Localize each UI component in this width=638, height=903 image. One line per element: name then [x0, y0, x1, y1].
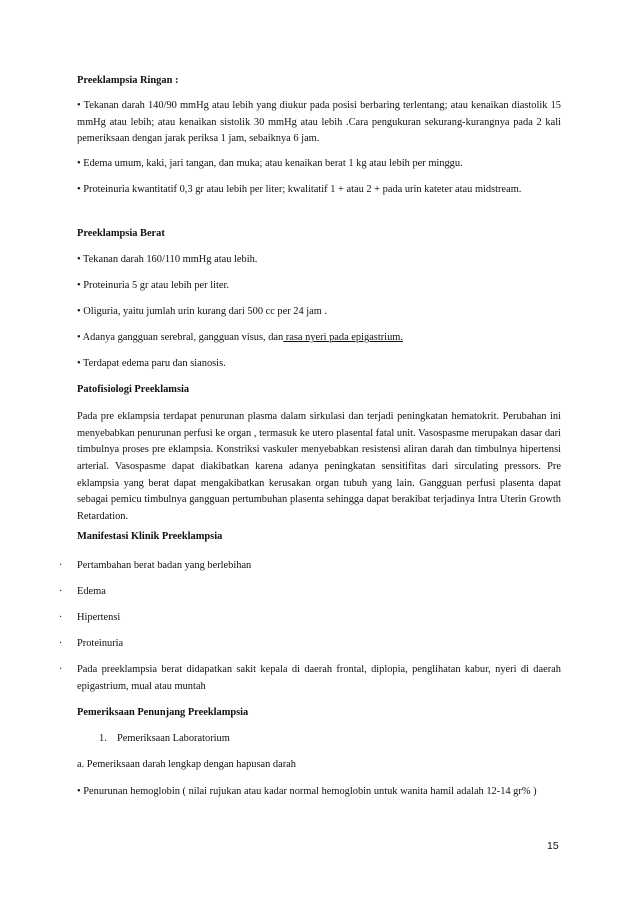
list-item-text: • Adanya gangguan serebral, gangguan visus, dan [77, 332, 284, 343]
list-item: Proteinuria [77, 638, 124, 649]
heading-preeklampsia-berat: Preeklampsia Berat [77, 228, 165, 239]
list-item: • Penurunan hemoglobin ( nilai rujukan atau kadar normal hemoglobin untuk wanita hamil adalah 12-14 gr% ) [77, 786, 537, 797]
list-item: • Proteinuria 5 gr atau lebih per liter. [77, 280, 229, 291]
numbered-item-text: Pemeriksaan Laboratorium [117, 733, 230, 744]
paragraph-patofisiologi: Pada pre eklampsia terdapat penurunan plasma dalam sirkulasi dan terjadi peningkatan hematokrit. Perubahan ini menyebabkan penurunan perfusi ke organ , termasuk ke utero plasental fatal unit. Vasospasme merupakan dasar dari timbulnya proses pre eklampsia. Konstriksi vaskuler menyebabkan resistensi aliran darah dan timbulnya hipertensi arterial. Vasospasme dapat diakibatkan karena adanya peningkatan sensitifitas dari sirculating pressors. Pre eklampsia yang berat dapat mengakibatkan kerusakan organ tubuh yang lain. Gangguan perfusi plasenta dapat sebagai pemicu timbulnya gangguan pertumbuhan plasenta sehingga dapat berakibat terjadinya Intra Uterin Growth Retardation. [77, 411, 561, 522]
heading-manifestasi-klinik: Manifestasi Klinik Preeklampsia [77, 531, 223, 542]
list-item: Hipertensi [77, 612, 121, 623]
list-item: • Tekanan darah 160/110 mmHg atau lebih. [77, 254, 258, 265]
list-item: Pada preeklampsia berat didapatkan sakit kepala di daerah frontal, diplopia, penglihatan kabur, nyeri di daerah epigastrium, mual atau muntah [77, 664, 561, 692]
list-item: Edema [77, 586, 106, 597]
bullet-marker: · [59, 586, 63, 597]
list-item: • Terdapat edema paru dan sianosis. [77, 358, 226, 369]
bullet-marker: · [59, 638, 63, 649]
numbered-marker: 1. [99, 733, 107, 744]
bullet-marker: · [59, 612, 63, 623]
bullet-marker: · [59, 664, 63, 675]
heading-pemeriksaan-penunjang: Pemeriksaan Penunjang Preeklampsia [77, 707, 249, 718]
list-item [77, 330, 561, 347]
sub-item: a. Pemeriksaan darah lengkap dengan hapusan darah [77, 759, 296, 770]
list-item: • Oliguria, yaitu jumlah urin kurang dari 500 cc per 24 jam . [77, 306, 328, 317]
underlined-text: rasa nyeri pada epigastrium. [283, 332, 403, 343]
list-item: • Tekanan darah 140/90 mmHg atau lebih yang diukur pada posisi berbaring terlentang; atau kenaikan diastolik 15 mmHg atau lebih; atau kenaikan sistolik 30 mmHg atau lebih .Cara pengukuran sekurang-kurangnya pada 2 kali pemeriksaan dengan jarak periksa 1 jam, sebaiknya 6 jam. [77, 100, 561, 145]
list-item: Pertambahan berat badan yang berlebihan [77, 560, 252, 571]
bullet-marker: · [59, 560, 63, 571]
page-number: 15 [547, 840, 559, 852]
heading-patofisiologi: Patofisiologi Preeklamsia [77, 384, 190, 395]
heading-preeklampsia-ringan: Preeklampsia Ringan : [77, 75, 179, 86]
list-item: • Edema umum, kaki, jari tangan, dan muka; atau kenaikan berat 1 kg atau lebih per minggu. [77, 158, 463, 169]
list-item: • Proteinuria kwantitatif 0,3 gr atau lebih per liter; kwalitatif 1 + atau 2 + pada urin kateter atau midstream. [77, 184, 522, 195]
